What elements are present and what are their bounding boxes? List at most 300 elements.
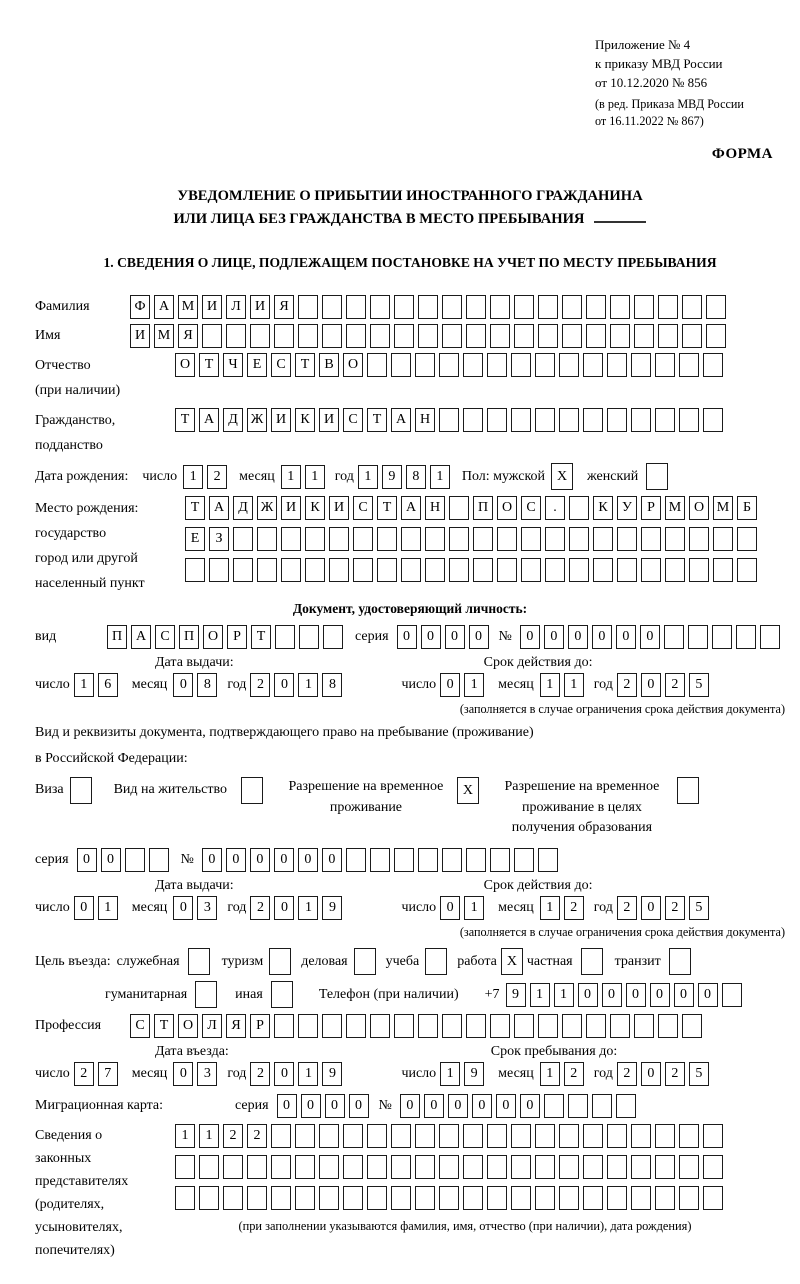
char-cell[interactable]: И — [271, 408, 291, 432]
char-cell[interactable]: Я — [178, 324, 198, 348]
char-cell[interactable]: 2 — [250, 1062, 270, 1086]
char-cell[interactable] — [679, 1186, 699, 1210]
char-cell[interactable]: О — [497, 496, 517, 520]
char-cell[interactable]: 0 — [496, 1094, 516, 1118]
char-cell[interactable]: М — [713, 496, 733, 520]
char-cell[interactable] — [394, 1014, 414, 1038]
char-cell[interactable]: 0 — [445, 625, 465, 649]
char-cell[interactable]: А — [199, 408, 219, 432]
char-cell[interactable] — [175, 1155, 195, 1179]
char-cell[interactable] — [559, 1186, 579, 1210]
char-cell[interactable]: 1 — [540, 896, 560, 920]
char-cell[interactable]: 2 — [207, 465, 227, 489]
char-cell[interactable]: 0 — [298, 848, 318, 872]
char-cell[interactable] — [631, 1124, 651, 1148]
char-cell[interactable] — [658, 324, 678, 348]
char-cell[interactable] — [367, 1186, 387, 1210]
char-cell[interactable]: 1 — [298, 896, 318, 920]
char-cell[interactable] — [559, 353, 579, 377]
char-cell[interactable]: 0 — [421, 625, 441, 649]
char-cell[interactable] — [511, 408, 531, 432]
char-cell[interactable]: З — [209, 527, 229, 551]
char-cell[interactable]: Л — [226, 295, 246, 319]
char-cell[interactable]: 0 — [440, 673, 460, 697]
char-cell[interactable]: 1 — [464, 673, 484, 697]
char-cell[interactable] — [760, 625, 780, 649]
checkbox-cell[interactable] — [195, 981, 217, 1008]
char-cell[interactable]: Н — [415, 408, 435, 432]
char-cell[interactable]: 0 — [640, 625, 660, 649]
char-cell[interactable] — [583, 353, 603, 377]
char-cell[interactable] — [631, 1186, 651, 1210]
char-cell[interactable] — [415, 1124, 435, 1148]
char-cell[interactable] — [185, 558, 205, 582]
char-cell[interactable] — [439, 353, 459, 377]
char-cell[interactable] — [631, 408, 651, 432]
char-cell[interactable]: 2 — [250, 896, 270, 920]
char-cell[interactable]: 5 — [689, 1062, 709, 1086]
char-cell[interactable] — [631, 1155, 651, 1179]
char-cell[interactable] — [586, 1014, 606, 1038]
char-cell[interactable] — [233, 527, 253, 551]
char-cell[interactable] — [514, 295, 534, 319]
char-cell[interactable] — [689, 558, 709, 582]
char-cell[interactable] — [631, 353, 651, 377]
char-cell[interactable] — [617, 527, 637, 551]
char-cell[interactable] — [706, 324, 726, 348]
char-cell[interactable] — [634, 1014, 654, 1038]
char-cell[interactable] — [322, 295, 342, 319]
char-cell[interactable]: 2 — [74, 1062, 94, 1086]
char-cell[interactable]: И — [319, 408, 339, 432]
char-cell[interactable] — [545, 527, 565, 551]
char-cell[interactable] — [497, 527, 517, 551]
char-cell[interactable] — [274, 324, 294, 348]
checkbox-cell[interactable] — [677, 777, 699, 804]
char-cell[interactable] — [487, 1155, 507, 1179]
checkbox-cell[interactable]: X — [551, 463, 573, 490]
char-cell[interactable] — [394, 295, 414, 319]
char-cell[interactable] — [535, 1186, 555, 1210]
char-cell[interactable]: 8 — [406, 465, 426, 489]
char-cell[interactable]: 2 — [665, 896, 685, 920]
char-cell[interactable]: Е — [247, 353, 267, 377]
char-cell[interactable] — [722, 983, 742, 1007]
char-cell[interactable] — [343, 1124, 363, 1148]
char-cell[interactable] — [559, 1124, 579, 1148]
char-cell[interactable]: 0 — [641, 673, 661, 697]
char-cell[interactable]: Т — [199, 353, 219, 377]
char-cell[interactable]: 1 — [540, 673, 560, 697]
char-cell[interactable] — [305, 527, 325, 551]
char-cell[interactable]: Ж — [247, 408, 267, 432]
char-cell[interactable] — [370, 848, 390, 872]
char-cell[interactable] — [247, 1186, 267, 1210]
char-cell[interactable]: 8 — [197, 673, 217, 697]
char-cell[interactable]: 0 — [322, 848, 342, 872]
char-cell[interactable]: 0 — [77, 848, 97, 872]
char-cell[interactable] — [370, 1014, 390, 1038]
char-cell[interactable] — [703, 1124, 723, 1148]
char-cell[interactable]: 1 — [564, 673, 584, 697]
char-cell[interactable]: 2 — [564, 896, 584, 920]
char-cell[interactable]: 0 — [274, 848, 294, 872]
char-cell[interactable]: Я — [274, 295, 294, 319]
char-cell[interactable]: Т — [185, 496, 205, 520]
char-cell[interactable] — [583, 408, 603, 432]
char-cell[interactable]: Р — [641, 496, 661, 520]
char-cell[interactable] — [569, 558, 589, 582]
char-cell[interactable] — [346, 324, 366, 348]
char-cell[interactable] — [713, 558, 733, 582]
char-cell[interactable] — [641, 527, 661, 551]
char-cell[interactable] — [712, 625, 732, 649]
char-cell[interactable] — [401, 527, 421, 551]
char-cell[interactable]: С — [521, 496, 541, 520]
char-cell[interactable] — [305, 558, 325, 582]
char-cell[interactable] — [299, 625, 319, 649]
char-cell[interactable] — [449, 527, 469, 551]
char-cell[interactable] — [703, 353, 723, 377]
char-cell[interactable] — [415, 353, 435, 377]
char-cell[interactable]: П — [107, 625, 127, 649]
char-cell[interactable]: Т — [154, 1014, 174, 1038]
char-cell[interactable]: 2 — [223, 1124, 243, 1148]
char-cell[interactable] — [487, 353, 507, 377]
checkbox-cell[interactable] — [354, 948, 376, 975]
char-cell[interactable]: О — [343, 353, 363, 377]
char-cell[interactable] — [559, 408, 579, 432]
char-cell[interactable] — [271, 1155, 291, 1179]
char-cell[interactable]: 1 — [440, 1062, 460, 1086]
checkbox-cell[interactable] — [669, 948, 691, 975]
char-cell[interactable]: . — [545, 496, 565, 520]
char-cell[interactable] — [319, 1124, 339, 1148]
char-cell[interactable] — [271, 1124, 291, 1148]
char-cell[interactable] — [415, 1186, 435, 1210]
char-cell[interactable] — [233, 558, 253, 582]
char-cell[interactable] — [586, 295, 606, 319]
checkbox-cell[interactable]: X — [501, 948, 523, 975]
char-cell[interactable] — [538, 848, 558, 872]
char-cell[interactable]: С — [271, 353, 291, 377]
char-cell[interactable]: И — [250, 295, 270, 319]
char-cell[interactable]: А — [401, 496, 421, 520]
char-cell[interactable] — [439, 1155, 459, 1179]
char-cell[interactable]: 2 — [564, 1062, 584, 1086]
checkbox-cell[interactable]: X — [457, 777, 479, 804]
char-cell[interactable]: 0 — [274, 1062, 294, 1086]
char-cell[interactable] — [329, 558, 349, 582]
char-cell[interactable] — [490, 1014, 510, 1038]
char-cell[interactable]: М — [665, 496, 685, 520]
char-cell[interactable]: 0 — [544, 625, 564, 649]
char-cell[interactable] — [466, 1014, 486, 1038]
char-cell[interactable] — [473, 527, 493, 551]
char-cell[interactable] — [562, 324, 582, 348]
char-cell[interactable] — [655, 408, 675, 432]
char-cell[interactable] — [367, 1124, 387, 1148]
char-cell[interactable] — [394, 324, 414, 348]
char-cell[interactable]: 0 — [325, 1094, 345, 1118]
char-cell[interactable] — [343, 1186, 363, 1210]
char-cell[interactable] — [562, 1014, 582, 1038]
char-cell[interactable]: 0 — [173, 673, 193, 697]
char-cell[interactable] — [295, 1124, 315, 1148]
char-cell[interactable]: А — [131, 625, 151, 649]
char-cell[interactable]: 2 — [617, 896, 637, 920]
char-cell[interactable] — [466, 324, 486, 348]
char-cell[interactable] — [281, 527, 301, 551]
char-cell[interactable]: 0 — [101, 848, 121, 872]
char-cell[interactable]: 1 — [175, 1124, 195, 1148]
char-cell[interactable]: С — [130, 1014, 150, 1038]
char-cell[interactable] — [466, 295, 486, 319]
char-cell[interactable]: 0 — [578, 983, 598, 1007]
char-cell[interactable] — [545, 558, 565, 582]
char-cell[interactable] — [439, 1124, 459, 1148]
char-cell[interactable] — [473, 558, 493, 582]
char-cell[interactable] — [250, 324, 270, 348]
char-cell[interactable]: 2 — [247, 1124, 267, 1148]
char-cell[interactable]: А — [209, 496, 229, 520]
char-cell[interactable] — [439, 408, 459, 432]
checkbox-cell[interactable] — [646, 463, 668, 490]
char-cell[interactable] — [367, 1155, 387, 1179]
char-cell[interactable]: Т — [367, 408, 387, 432]
char-cell[interactable] — [664, 625, 684, 649]
char-cell[interactable]: О — [203, 625, 223, 649]
char-cell[interactable]: К — [593, 496, 613, 520]
char-cell[interactable]: И — [202, 295, 222, 319]
char-cell[interactable]: Н — [425, 496, 445, 520]
char-cell[interactable]: 0 — [641, 896, 661, 920]
char-cell[interactable]: О — [178, 1014, 198, 1038]
char-cell[interactable] — [511, 1186, 531, 1210]
char-cell[interactable]: Т — [251, 625, 271, 649]
char-cell[interactable] — [607, 408, 627, 432]
checkbox-cell[interactable] — [271, 981, 293, 1008]
char-cell[interactable]: 9 — [322, 896, 342, 920]
char-cell[interactable]: 0 — [202, 848, 222, 872]
char-cell[interactable] — [463, 1186, 483, 1210]
char-cell[interactable]: М — [154, 324, 174, 348]
char-cell[interactable] — [442, 848, 462, 872]
char-cell[interactable]: 0 — [250, 848, 270, 872]
char-cell[interactable]: 1 — [530, 983, 550, 1007]
char-cell[interactable] — [658, 1014, 678, 1038]
char-cell[interactable] — [535, 1155, 555, 1179]
char-cell[interactable]: 1 — [281, 465, 301, 489]
checkbox-cell[interactable] — [188, 948, 210, 975]
char-cell[interactable]: С — [353, 496, 373, 520]
char-cell[interactable] — [634, 324, 654, 348]
char-cell[interactable] — [737, 527, 757, 551]
char-cell[interactable] — [257, 527, 277, 551]
char-cell[interactable]: 0 — [424, 1094, 444, 1118]
char-cell[interactable] — [298, 295, 318, 319]
char-cell[interactable] — [655, 1186, 675, 1210]
char-cell[interactable]: 5 — [689, 896, 709, 920]
char-cell[interactable] — [655, 1155, 675, 1179]
char-cell[interactable] — [511, 353, 531, 377]
char-cell[interactable] — [593, 558, 613, 582]
char-cell[interactable] — [703, 408, 723, 432]
char-cell[interactable]: 0 — [520, 1094, 540, 1118]
char-cell[interactable]: 2 — [665, 673, 685, 697]
char-cell[interactable]: 8 — [322, 673, 342, 697]
char-cell[interactable]: 0 — [301, 1094, 321, 1118]
char-cell[interactable] — [583, 1186, 603, 1210]
char-cell[interactable]: М — [178, 295, 198, 319]
char-cell[interactable]: 3 — [197, 896, 217, 920]
char-cell[interactable]: 1 — [298, 1062, 318, 1086]
char-cell[interactable] — [319, 1155, 339, 1179]
char-cell[interactable] — [514, 324, 534, 348]
char-cell[interactable]: 0 — [469, 625, 489, 649]
char-cell[interactable]: 0 — [650, 983, 670, 1007]
char-cell[interactable] — [226, 324, 246, 348]
char-cell[interactable] — [610, 295, 630, 319]
char-cell[interactable]: 2 — [617, 1062, 637, 1086]
char-cell[interactable]: 0 — [698, 983, 718, 1007]
char-cell[interactable] — [641, 558, 661, 582]
char-cell[interactable] — [346, 1014, 366, 1038]
char-cell[interactable]: Р — [250, 1014, 270, 1038]
char-cell[interactable]: 1 — [74, 673, 94, 697]
char-cell[interactable]: П — [179, 625, 199, 649]
char-cell[interactable]: 1 — [554, 983, 574, 1007]
char-cell[interactable] — [569, 496, 589, 520]
char-cell[interactable] — [616, 1094, 636, 1118]
char-cell[interactable] — [682, 295, 702, 319]
char-cell[interactable] — [463, 408, 483, 432]
char-cell[interactable] — [125, 848, 145, 872]
char-cell[interactable] — [679, 353, 699, 377]
char-cell[interactable] — [149, 848, 169, 872]
char-cell[interactable]: 0 — [520, 625, 540, 649]
char-cell[interactable] — [367, 353, 387, 377]
char-cell[interactable] — [490, 848, 510, 872]
char-cell[interactable] — [425, 558, 445, 582]
char-cell[interactable]: И — [329, 496, 349, 520]
checkbox-cell[interactable] — [241, 777, 263, 804]
char-cell[interactable] — [391, 1155, 411, 1179]
char-cell[interactable] — [353, 558, 373, 582]
char-cell[interactable] — [463, 353, 483, 377]
char-cell[interactable]: 1 — [199, 1124, 219, 1148]
char-cell[interactable] — [209, 558, 229, 582]
checkbox-cell[interactable] — [70, 777, 92, 804]
char-cell[interactable]: 0 — [616, 625, 636, 649]
char-cell[interactable]: 2 — [250, 673, 270, 697]
char-cell[interactable]: 0 — [592, 625, 612, 649]
char-cell[interactable] — [607, 353, 627, 377]
char-cell[interactable] — [713, 527, 733, 551]
char-cell[interactable]: Р — [227, 625, 247, 649]
char-cell[interactable] — [319, 1186, 339, 1210]
char-cell[interactable] — [391, 353, 411, 377]
char-cell[interactable]: 0 — [226, 848, 246, 872]
char-cell[interactable] — [418, 1014, 438, 1038]
char-cell[interactable] — [607, 1186, 627, 1210]
char-cell[interactable] — [271, 1186, 291, 1210]
char-cell[interactable]: 0 — [349, 1094, 369, 1118]
char-cell[interactable] — [655, 1124, 675, 1148]
char-cell[interactable] — [634, 295, 654, 319]
char-cell[interactable] — [449, 558, 469, 582]
checkbox-cell[interactable] — [425, 948, 447, 975]
char-cell[interactable]: 0 — [448, 1094, 468, 1118]
char-cell[interactable] — [559, 1155, 579, 1179]
char-cell[interactable] — [679, 1124, 699, 1148]
char-cell[interactable] — [223, 1155, 243, 1179]
char-cell[interactable] — [394, 848, 414, 872]
char-cell[interactable] — [511, 1155, 531, 1179]
char-cell[interactable]: А — [391, 408, 411, 432]
char-cell[interactable]: 3 — [197, 1062, 217, 1086]
char-cell[interactable] — [607, 1155, 627, 1179]
char-cell[interactable] — [688, 625, 708, 649]
char-cell[interactable] — [274, 1014, 294, 1038]
char-cell[interactable] — [655, 353, 675, 377]
char-cell[interactable]: 0 — [602, 983, 622, 1007]
char-cell[interactable] — [442, 324, 462, 348]
char-cell[interactable] — [679, 408, 699, 432]
char-cell[interactable] — [703, 1155, 723, 1179]
char-cell[interactable] — [617, 558, 637, 582]
char-cell[interactable] — [658, 295, 678, 319]
char-cell[interactable]: Ж — [257, 496, 277, 520]
char-cell[interactable]: Д — [223, 408, 243, 432]
char-cell[interactable] — [175, 1186, 195, 1210]
char-cell[interactable] — [497, 558, 517, 582]
char-cell[interactable] — [568, 1094, 588, 1118]
char-cell[interactable] — [514, 848, 534, 872]
char-cell[interactable]: Л — [202, 1014, 222, 1038]
char-cell[interactable]: 1 — [464, 896, 484, 920]
char-cell[interactable]: 0 — [641, 1062, 661, 1086]
char-cell[interactable] — [535, 353, 555, 377]
char-cell[interactable] — [487, 408, 507, 432]
char-cell[interactable] — [377, 527, 397, 551]
char-cell[interactable] — [679, 1155, 699, 1179]
char-cell[interactable] — [295, 1186, 315, 1210]
char-cell[interactable] — [463, 1124, 483, 1148]
char-cell[interactable] — [665, 558, 685, 582]
char-cell[interactable] — [377, 558, 397, 582]
char-cell[interactable] — [535, 1124, 555, 1148]
char-cell[interactable] — [418, 295, 438, 319]
char-cell[interactable]: 0 — [400, 1094, 420, 1118]
checkbox-cell[interactable] — [269, 948, 291, 975]
char-cell[interactable]: К — [305, 496, 325, 520]
char-cell[interactable]: В — [319, 353, 339, 377]
char-cell[interactable] — [521, 558, 541, 582]
char-cell[interactable]: 0 — [274, 673, 294, 697]
char-cell[interactable]: 2 — [617, 673, 637, 697]
char-cell[interactable] — [391, 1124, 411, 1148]
char-cell[interactable] — [487, 1124, 507, 1148]
char-cell[interactable]: А — [154, 295, 174, 319]
char-cell[interactable]: 1 — [540, 1062, 560, 1086]
char-cell[interactable]: 0 — [173, 1062, 193, 1086]
char-cell[interactable] — [298, 1014, 318, 1038]
char-cell[interactable]: 1 — [183, 465, 203, 489]
char-cell[interactable]: С — [343, 408, 363, 432]
char-cell[interactable] — [538, 295, 558, 319]
char-cell[interactable]: Е — [185, 527, 205, 551]
